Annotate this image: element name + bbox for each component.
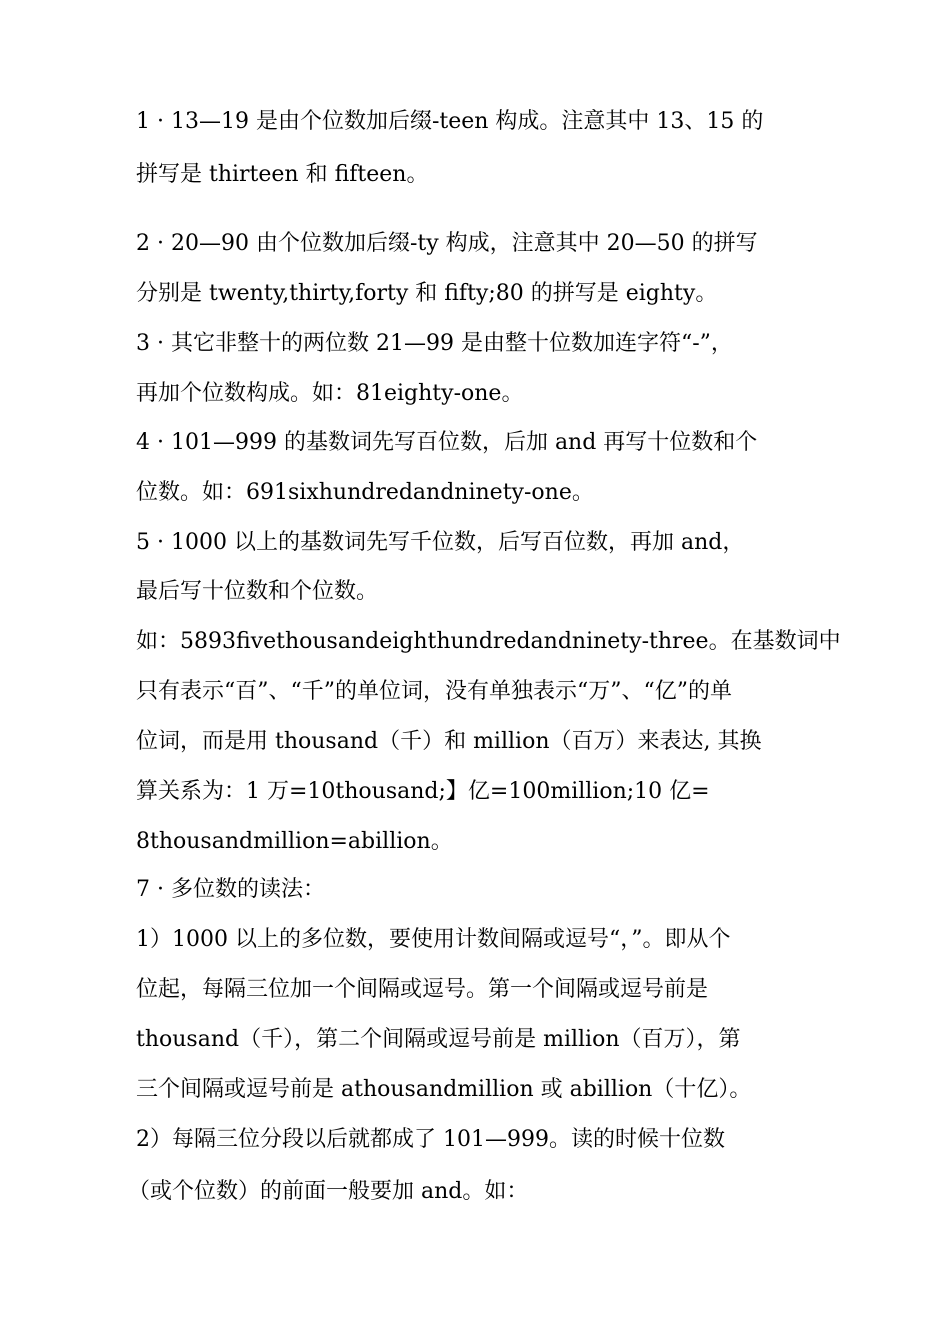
text-line: 3 · 其它非整十的两位数 21—99 是由整十位数加连字符“-”， — [136, 331, 733, 356]
text-line: 如：5893fivethousandeighthundredandninety-three。在基数词中 — [136, 629, 841, 654]
text-line: 位起，每隔三位加一个间隔或逗号。第一个间隔或逗号前是 — [136, 977, 709, 1002]
text-line: 2）每隔三位分段以后就都成了 101—999。读的时候十位数 — [136, 1127, 725, 1152]
text-line: 1）1000 以上的多位数，要使用计数间隔或逗号“，”。即从个 — [136, 927, 731, 952]
text-line: 三个间隔或逗号前是 athousandmillion 或 abillion（十亿）。 — [136, 1077, 752, 1102]
text-line: 拼写是 thirteen 和 fifteen。 — [136, 162, 429, 187]
text-line: 算关系为：1 万=10thousand;】亿=100million;10 亿= — [136, 779, 710, 804]
text-line: 再加个位数构成。如：81eighty-one。 — [136, 381, 524, 406]
text-line: 2 · 20—90 由个位数加后缀-ty 构成，注意其中 20—50 的拼写 — [136, 231, 758, 256]
text-line: 只有表示“百”、“千”的单位词，没有单独表示“万”、“亿”的单 — [136, 679, 732, 704]
text-line: 5 · 1000 以上的基数词先写千位数，后写百位数，再加 and， — [136, 530, 745, 555]
text-line: 位词，而是用 thousand（千）和 million（百万）来表达, 其换 — [136, 729, 762, 754]
text-line: 1 · 13—19 是由个位数加后缀-teen 构成。注意其中 13、15 的 — [136, 109, 764, 134]
text-line: 位数。如：691sixhundredandninety-one。 — [136, 480, 594, 505]
text-line: thousand（千），第二个间隔或逗号前是 million（百万），第 — [136, 1027, 741, 1052]
text-line: 4 · 101—999 的基数词先写百位数，后加 and 再写十位数和个 — [136, 430, 758, 455]
text-line: 最后写十位数和个位数。 — [136, 579, 379, 604]
text-line: （或个位数）的前面一般要加 and。如： — [128, 1179, 529, 1204]
text-line: 7 · 多位数的读法： — [136, 877, 325, 902]
text-line: 分别是 twenty,thirty,forty 和 fifty;80 的拼写是 eighty。 — [136, 281, 718, 306]
text-line: 8thousandmillion=abillion。 — [136, 829, 453, 854]
